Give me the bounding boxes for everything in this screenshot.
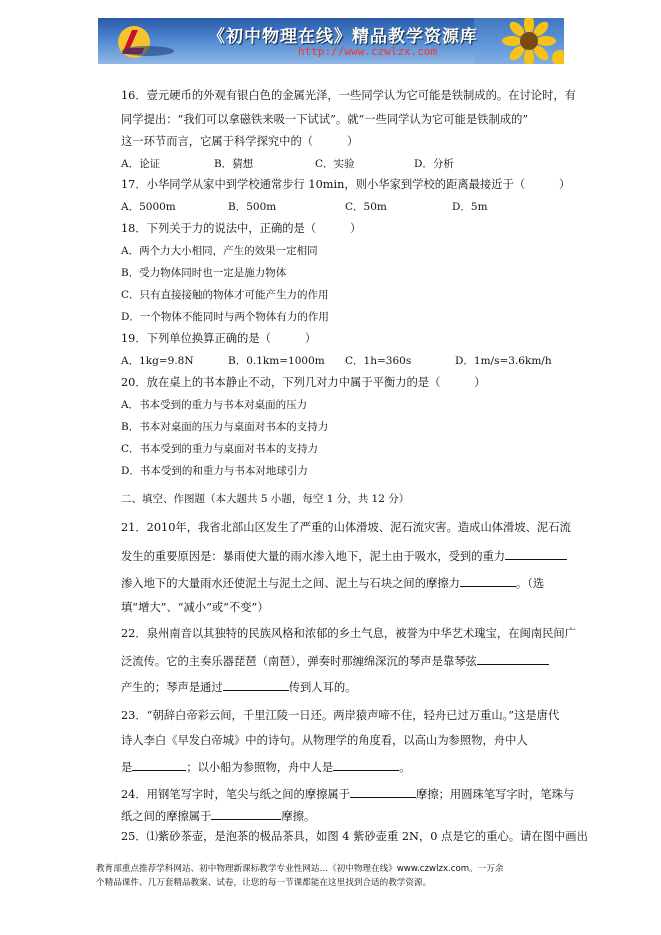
q17-option-c: C．50m: [345, 201, 387, 213]
q21-line-3-tail: 。（选: [515, 577, 545, 590]
q21-blank-1[interactable]: [505, 548, 567, 560]
q24-line-1-a: 24．用钢笔写字时，笔尖与纸之间的摩擦属于: [121, 788, 351, 801]
header-url[interactable]: http://www.czwlzx.com: [298, 45, 438, 58]
q19-option-c: C．1h=360s: [345, 355, 412, 367]
q20-option-d: D．书本受到的和重力与书本对地球引力: [121, 465, 308, 477]
q18-option-a: A．两个力大小相同，产生的效果一定相同: [121, 245, 318, 257]
q24-blank-2[interactable]: [211, 808, 281, 820]
q17-option-d: D．5m: [452, 201, 488, 213]
q22-line-2: [121, 653, 549, 669]
q24-line-2-b: 摩擦。: [281, 810, 316, 823]
q17-option-b: B．500m: [228, 201, 277, 213]
q19-option-a: A．1kg=9.8N: [121, 355, 194, 367]
footer-line-1: 教育部重点推荐学科网站、初中物理新课标教学专业性网站…《初中物理在线》www.czwlzx.com。一万余: [96, 864, 504, 874]
q16-line-2: 同学提出：“我们可以拿磁铁来吸一下试试”。就“一些同学认为它可能是铁制成的”: [121, 113, 529, 126]
q16-option-a: A．论证: [121, 158, 161, 170]
q19-option-d: D．1m/s=3.6km/h: [455, 355, 552, 367]
q22-blank-1[interactable]: [477, 653, 549, 665]
q16-option-d: D．分析: [414, 158, 454, 170]
q19-line-1: 19．下列单位换算正确的是（ ）: [121, 332, 317, 345]
q20-option-b: B．书本对桌面的压力与桌面对书本的支持力: [121, 421, 329, 433]
q24-line-1-b: 摩擦；用圆珠笔写字时，笔珠与: [416, 788, 575, 801]
q22-line-3: [121, 679, 356, 695]
q18-option-b: B．受力物体同时也一定是施力物体: [121, 267, 287, 279]
q16-line-3: 这一环节而言，它属于科学探究中的（ ）: [121, 135, 359, 148]
q21-line-2-text: 发生的重要原因是：暴雨使大量的雨水渗入地下，泥土由于吸水，受到的重力: [121, 550, 506, 563]
q21-line-3-text: 渗入地下的大量雨水还使泥土与泥土之间、泥土与石块之间的摩擦力: [121, 577, 460, 590]
q17-option-a: A．5000m: [121, 201, 176, 213]
q22-line-1: 22．泉州南音以其独特的民族风格和浓郁的乡土气息，被誉为中华艺术瑰宝，在闽南民间广: [121, 627, 576, 640]
q20-option-a: A．书本受到的重力与书本对桌面的压力: [121, 399, 308, 411]
q18-line-1: 18．下列关于力的说法中，正确的是（ ）: [121, 222, 362, 235]
sunflower-icon: [474, 18, 564, 64]
q23-blank-2[interactable]: [333, 759, 399, 771]
q22-line-2-text: 泛流传。它的主奏乐器琵琶（南琶），弹奏时那缠绵深沉的琴声是靠琴弦: [121, 655, 477, 668]
section-heading: 二、填空、作图题（本大题共 5 小题，每空 1 分，共 12 分）: [121, 493, 410, 505]
q21-line-2: [121, 548, 567, 564]
q24-line-2: [121, 808, 315, 824]
q23-line-3-a: 是: [121, 761, 133, 774]
footer-line-2: 个精品课件、几万套精品教案、试卷，让您的每一节课都能在这里找到合适的教学资源。: [96, 878, 432, 888]
q21-line-1: 21．2010年，我省北部山区发生了严重的山体滑坡、泥石流灾害。造成山体滑坡、泥石流: [121, 521, 571, 534]
q24-blank-1[interactable]: [350, 786, 416, 798]
q23-blank-1[interactable]: [132, 759, 186, 771]
q18-option-d: D．一个物体不能同时与两个物体有力的作用: [121, 311, 329, 323]
q20-option-c: C．书本受到的重力与桌面对书本的支持力: [121, 443, 319, 455]
q16-option-c: C．实验: [315, 158, 355, 170]
q22-line-3-tail: 传到人耳的。: [288, 681, 357, 694]
q23-line-3: [121, 759, 411, 775]
q21-line-4: 填“增大”、“减小”或“不变”）: [121, 601, 269, 614]
q24-line-2-a: 纸之间的摩擦属于: [121, 810, 212, 823]
q19-option-b: B．0.1km=1000m: [228, 355, 325, 367]
q20-line-1: 20．放在桌上的书本静止不动，下列几对力中属于平衡力的是（ ）: [121, 376, 486, 389]
q16-option-b: B．猜想: [214, 158, 254, 170]
q22-blank-2[interactable]: [223, 679, 289, 691]
q23-line-2: 诗人李白《早发白帝城》中的诗句。从物理学的角度看，以高山为参照物，舟中人: [121, 734, 528, 747]
q24-line-1: [121, 786, 574, 802]
q23-line-3-c: 。: [399, 761, 411, 774]
header-title: 《初中物理在线》精品教学资源库: [208, 27, 478, 47]
q23-line-1: 23．“朝辞白帝彩云间，千里江陵一日还。两岸猿声啼不住，轻舟已过万重山。”这是唐代: [121, 709, 560, 722]
q18-option-c: C．只有直接接触的物体才可能产生力的作用: [121, 289, 329, 301]
q16-line-1: 16．壹元硬币的外观有银白色的金属光泽，一些同学认为它可能是铁制成的。在讨论时，有: [121, 89, 576, 102]
q21-blank-2[interactable]: [460, 575, 516, 587]
q21-line-3: [121, 575, 544, 591]
q25-line-1: 25．⑴紫砂茶壶，是泡茶的极品茶具，如图 4 紫砂壶重 2N，0 点是它的重心。请在图中画出: [121, 830, 588, 843]
site-logo-icon: [108, 24, 188, 60]
header-banner: [98, 18, 564, 64]
q22-line-3-text: 产生的；琴声是通过: [121, 681, 223, 694]
q17-line-1: 17．小华同学从家中到学校通常步行 10min，则小华家到学校的距离最接近于（ ）: [121, 178, 571, 191]
q23-line-3-b: ；以小船为参照物，舟中人是: [186, 761, 334, 774]
